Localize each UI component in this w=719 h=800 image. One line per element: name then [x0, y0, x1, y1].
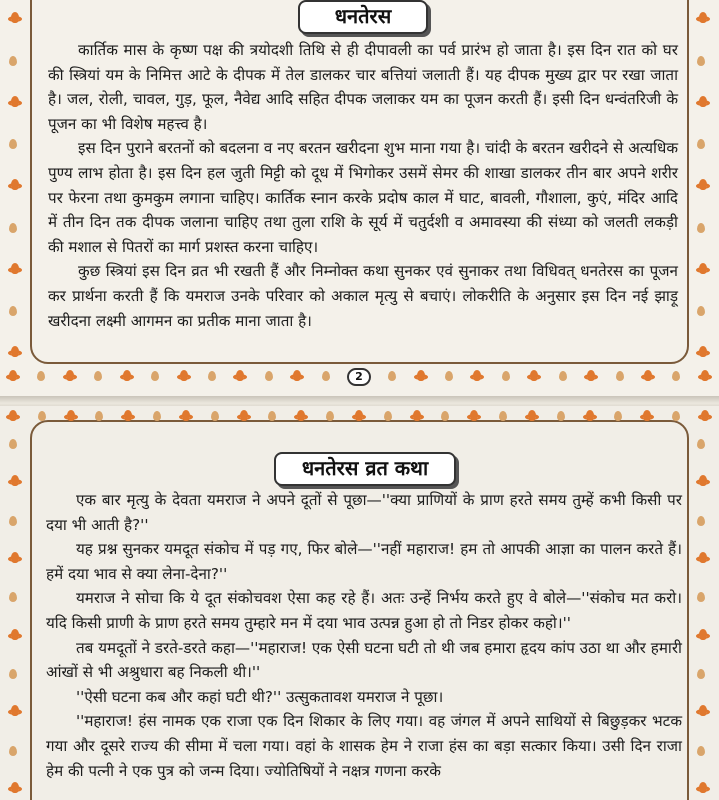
- lotus-ornament-icon: [696, 780, 710, 796]
- lotus-ornament-icon: [8, 550, 22, 566]
- lotus-ornament-icon: [6, 408, 20, 424]
- lotus-ornament-icon: [233, 368, 247, 384]
- top-decorative-border: [6, 408, 712, 424]
- drop-ornament-icon: [8, 53, 18, 67]
- lotus-ornament-icon: [696, 177, 710, 193]
- drop-ornament-icon: [558, 368, 568, 382]
- lotus-ornament-icon: [410, 408, 424, 424]
- drop-ornament-icon: [696, 743, 706, 757]
- drop-ornament-icon: [615, 368, 625, 382]
- lotus-ornament-icon: [467, 408, 481, 424]
- left-decorative-border: [8, 436, 22, 796]
- paragraph: एक बार मृत्यु के देवता यमराज ने अपने दूतों से पूछा—''क्या प्राणियों के प्राण हरते समय तुम्हें कभी किसी पर दया भी आती है?'': [46, 491, 682, 534]
- lotus-ornament-icon: [294, 408, 308, 424]
- paragraph: कुछ स्त्रियां इस दिन व्रत भी रखती हैं और निम्नोक्त कथा सुनकर एवं सुनाकर तथा विधिवत् धनतेरस का पूजन कर प्रार्थना करती हैं कि यमराज उनके परिवार को अकाल मृत्यु से बचाएं। लोकरीति के अनुसार इस दिन नई झाड़ू खरीदना लक्ष्मी आगमन का प्रतीक माना जाता है।: [48, 262, 678, 330]
- lotus-ornament-icon: [527, 368, 541, 384]
- drop-ornament-icon: [501, 368, 511, 382]
- right-decorative-border: [696, 436, 710, 796]
- paragraph: कार्तिक मास के कृष्ण पक्ष की त्रयोदशी तिथि से ही दीपावली का पर्व प्रारंभ हो जाता है। इस दिन रात को घर की स्त्रियां यम के निमित्त आटे के दीपक में तेल डालकर चार बत्तियां जलाती हैं। यह दीपक मुख्य द्वार पर रखा जाता है। जल, रोली, चावल, गुड़, फूल, नैवेद्य आदि सहित दीपक जलाकर यम का पूजन करती हैं। इसी दिन धन्वंतरिजी के पूजन का भी विशेष महत्त्व है।: [48, 41, 678, 133]
- lotus-ornament-icon: [177, 368, 191, 384]
- lotus-ornament-icon: [414, 368, 428, 384]
- lotus-ornament-icon: [179, 408, 193, 424]
- lotus-ornament-icon: [641, 368, 655, 384]
- page-number: 2: [347, 368, 371, 386]
- drop-ornament-icon: [8, 303, 18, 317]
- paragraph: ''महाराज! हंस नामक एक राजा एक दिन शिकार के लिए गया। वह जंगल में अपने साथियों से बिछुड़कर भटक गया और दूसरे राज्य की सीमा में चला गया। वहां के शासक हेम ने राजा हंस का बड़ा सत्कार किया। उसी दिन राजा हेम की पत्नी ने एक पुत्र को जन्म दिया। ज्योतिषियों ने नक्षत्र गणना करके: [46, 712, 682, 780]
- drop-ornament-icon: [8, 436, 18, 450]
- left-decorative-border: [8, 10, 22, 360]
- lotus-ornament-icon: [8, 261, 22, 277]
- lotus-ornament-icon: [696, 10, 710, 26]
- lotus-ornament-icon: [352, 408, 366, 424]
- bottom-decorative-border: [6, 368, 712, 386]
- lotus-ornament-icon: [6, 368, 20, 384]
- lotus-ornament-icon: [290, 368, 304, 384]
- lotus-ornament-icon: [698, 408, 712, 424]
- lotus-ornament-icon: [237, 408, 251, 424]
- drop-ornament-icon: [696, 136, 706, 150]
- lotus-ornament-icon: [696, 473, 710, 489]
- lotus-ornament-icon: [696, 344, 710, 360]
- drop-ornament-icon: [613, 408, 623, 422]
- drop-ornament-icon: [696, 53, 706, 67]
- lotus-ornament-icon: [696, 703, 710, 719]
- drop-ornament-icon: [556, 408, 566, 422]
- drop-ornament-icon: [325, 408, 335, 422]
- drop-ornament-icon: [440, 408, 450, 422]
- section-body: [46, 488, 682, 783]
- lotus-ornament-icon: [8, 703, 22, 719]
- lower-page: [0, 406, 719, 800]
- lotus-ornament-icon: [8, 10, 22, 26]
- lotus-ornament-icon: [120, 368, 134, 384]
- lotus-ornament-icon: [584, 368, 598, 384]
- drop-ornament-icon: [696, 436, 706, 450]
- drop-ornament-icon: [387, 368, 397, 382]
- drop-ornament-icon: [696, 220, 706, 234]
- lotus-ornament-icon: [696, 94, 710, 110]
- drop-ornament-icon: [264, 368, 274, 382]
- drop-ornament-icon: [207, 368, 217, 382]
- drop-ornament-icon: [267, 408, 277, 422]
- lotus-ornament-icon: [8, 780, 22, 796]
- drop-ornament-icon: [8, 743, 18, 757]
- drop-ornament-icon: [696, 589, 706, 603]
- drop-ornament-icon: [383, 408, 393, 422]
- lotus-ornament-icon: [8, 94, 22, 110]
- drop-ornament-icon: [8, 666, 18, 680]
- lotus-ornament-icon: [63, 368, 77, 384]
- drop-ornament-icon: [8, 589, 18, 603]
- paragraph: ''ऐसी घटना कब और कहां घटी थी?'' उत्सुकतावश यमराज ने पूछा।: [76, 687, 444, 706]
- section-body: [48, 38, 678, 333]
- drop-ornament-icon: [210, 408, 220, 422]
- lotus-ornament-icon: [640, 408, 654, 424]
- lotus-ornament-icon: [696, 550, 710, 566]
- drop-ornament-icon: [671, 368, 681, 382]
- drop-ornament-icon: [152, 408, 162, 422]
- paragraph: इस दिन पुराने बरतनों को बदलना व नए बरतन खरीदना शुभ माना गया है। चांदी के बरतन खरीदने से अत्यधिक पुण्य लाभ होता है। इस दिन हल जुती मिट्टी को दूध में भिगोकर उसमें सेमर की शाखा डालकर तीन बार अपने शरीर पर फेरना तथा कुमकुम लगाना चाहिए। कार्तिक स्नान करके प्रदोष काल में घाट, बावली, गौशाला, कुएं, मंदिर आदि में तीन दिन तक दीपक जलाना चाहिए तथा तुला राशि के सूर्य में चतुर्दशी व अमावस्या की संध्या को जलती लकड़ी की मशाल से पितरों का मार्ग प्रशस्त करना चाहिए।: [48, 139, 678, 256]
- lotus-ornament-icon: [8, 473, 22, 489]
- lotus-ornament-icon: [8, 627, 22, 643]
- drop-ornament-icon: [321, 368, 331, 382]
- paragraph: तब यमदूतों ने डरते-डरते कहा—''महाराज! एक ऐसी घटना घटी तो थी जब हमारा हृदय कांप उठा था और हमारी आंखों से भी अश्रुधारा बह निकली थी।'': [46, 638, 682, 682]
- drop-ornament-icon: [8, 136, 18, 150]
- drop-ornament-icon: [150, 368, 160, 382]
- drop-ornament-icon: [94, 408, 104, 422]
- lotus-ornament-icon: [696, 261, 710, 277]
- section-title: धनतेरस व्रत कथा: [274, 452, 456, 486]
- drop-ornament-icon: [8, 220, 18, 234]
- drop-ornament-icon: [8, 513, 18, 527]
- drop-ornament-icon: [696, 513, 706, 527]
- lotus-ornament-icon: [525, 408, 539, 424]
- drop-ornament-icon: [444, 368, 454, 382]
- drop-ornament-icon: [696, 666, 706, 680]
- drop-ornament-icon: [36, 368, 46, 382]
- lotus-ornament-icon: [8, 177, 22, 193]
- drop-ornament-icon: [696, 303, 706, 317]
- drop-ornament-icon: [93, 368, 103, 382]
- paragraph: यह प्रश्न सुनकर यमदूत संकोच में पड़ गए, फिर बोले—''नहीं महाराज! हम तो आपकी आज्ञा का पालन करते हैं। हमें दया भाव से क्या लेना-देना?'': [46, 540, 682, 583]
- lotus-ornament-icon: [698, 368, 712, 384]
- drop-ornament-icon: [498, 408, 508, 422]
- drop-ornament-icon: [37, 408, 47, 422]
- drop-ornament-icon: [671, 408, 681, 422]
- lotus-ornament-icon: [8, 344, 22, 360]
- lotus-ornament-icon: [470, 368, 484, 384]
- paragraph: यमराज ने सोचा कि ये दूत संकोचवश ऐसा कह रहे हैं। अतः उन्हें निर्भय करते हुए वे बोले—''संकोच मत करो। यदि किसी प्राणी के प्राण हरते समय तुम्हारे मन में दया भाव उत्पन्न हुआ हो तो निडर होकर कहो।'': [46, 589, 682, 632]
- upper-page: [0, 0, 719, 398]
- lotus-ornament-icon: [583, 408, 597, 424]
- lotus-ornament-icon: [64, 408, 78, 424]
- lotus-ornament-icon: [696, 627, 710, 643]
- lotus-ornament-icon: [121, 408, 135, 424]
- section-title: धनतेरस: [298, 0, 428, 34]
- right-decorative-border: [696, 10, 710, 360]
